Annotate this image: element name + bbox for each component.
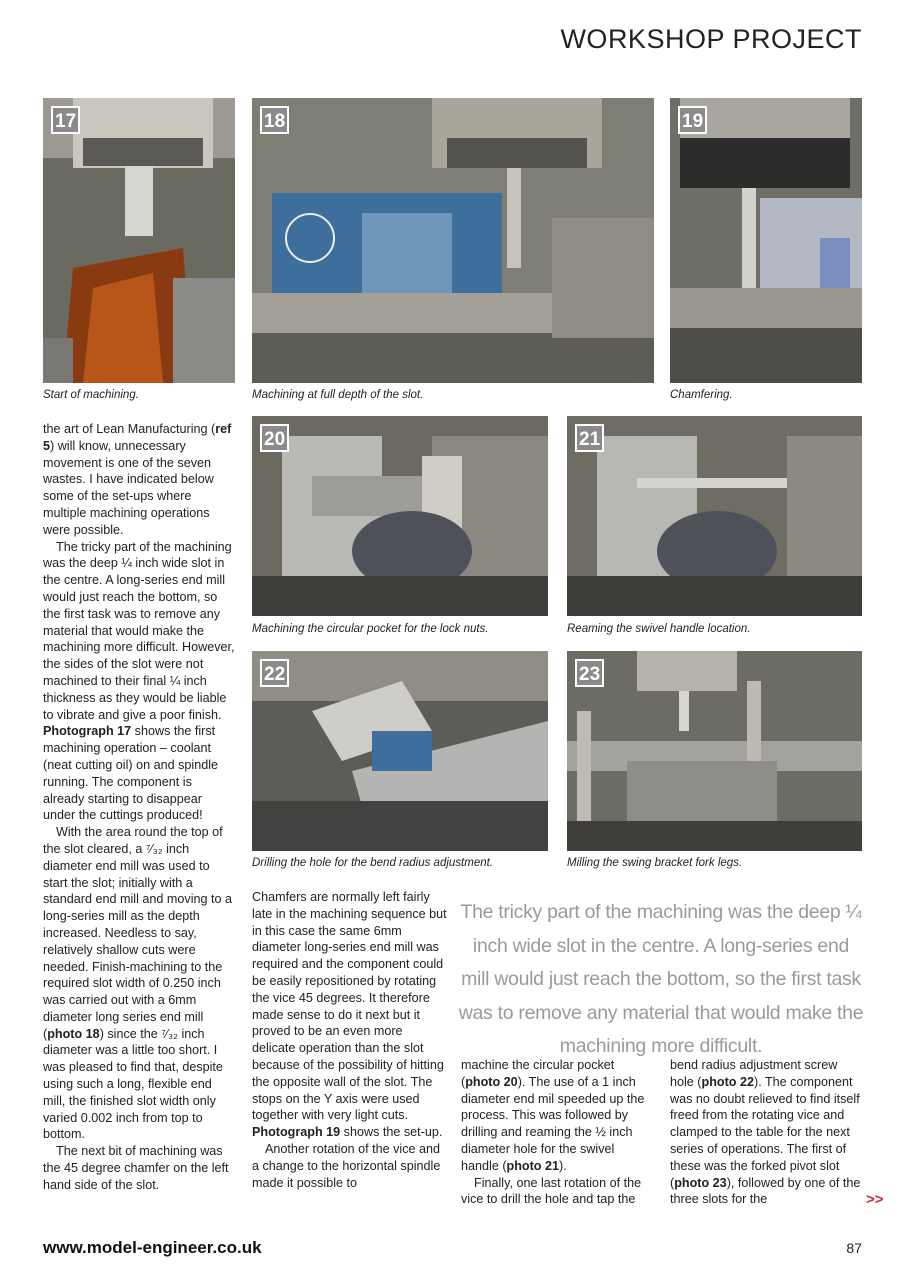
photo-17 — [43, 98, 235, 383]
photo-caption: Machining at full depth of the slot. — [252, 389, 424, 401]
photo-caption: Milling the swing bracket fork legs. — [567, 857, 743, 869]
section-title: WORKSHOP PROJECT — [560, 24, 862, 54]
photo-caption: Start of machining. — [43, 389, 139, 401]
photo-22 — [252, 651, 548, 851]
body-column-1 — [43, 421, 236, 1194]
paragraph: the art of Lean Manufacturing (ref 5) will know, unnecessary movement is one of the seven wastes. I have indicated below some of the set-ups where multiple machining operations were possible. — [43, 422, 232, 537]
photo-caption: Drilling the hole for the bend radius adjustment. — [252, 857, 494, 869]
continue-arrow: >> — [866, 1191, 884, 1208]
photo-number-badge: 23 — [575, 659, 604, 687]
photo-caption: Machining the circular pocket for the lock nuts. — [252, 623, 489, 635]
photo-number-badge: 19 — [678, 106, 707, 134]
page-number: 87 — [846, 1240, 862, 1256]
photo-18 — [252, 98, 654, 383]
body-column-3 — [461, 1057, 654, 1208]
pull-quote: The tricky part of the machining was the deep ¼ inch wide slot in the centre. A long-series end mill would just reach the bottom, so the first task was to remove any material that would make the machining more difficult. — [458, 901, 864, 1057]
paragraph: Chamfers are normally left fairly late in the machining sequence but in this case the same 6mm diameter long-series end mill was required and the component could be easily repositioned by rotating the vice 45 degrees. It therefore made sense to do it next but it proved to be an even more delicate operation than the slot because of the possibility of hitting the opposite wall of the slot. The stops on the Y axis were used together with very light cuts. Photograph 19 shows the set-up. — [252, 890, 447, 1140]
paragraph: The tricky part of the machining was the deep ¼ inch wide slot in the centre. A long-series end mill would just reach the bottom, so the first task was to remove any material that would make the machining more difficult. However, the sides of the slot were not machined to their final ¼ inch thickness as they would be liable to vibrate and give a poor finish. Photograph 17 shows the first machining operation – coolant (neat cutting oil) on and spindle running. The component is already starting to disappear under the cuttings produced! — [43, 539, 235, 823]
photo-number-badge: 21 — [575, 424, 604, 452]
photo-number-badge: 18 — [260, 106, 289, 134]
paragraph: The next bit of machining was the 45 degree chamfer on the left hand side of the slot. — [43, 1144, 229, 1192]
website-link[interactable]: www.model-engineer.co.uk — [43, 1238, 262, 1257]
photo-20 — [252, 416, 548, 616]
body-column-2 — [252, 889, 447, 1191]
photo-number-badge: 20 — [260, 424, 289, 452]
body-column-4 — [670, 1057, 863, 1208]
photo-caption: Chamfering. — [670, 389, 733, 401]
photo-23 — [567, 651, 862, 851]
paragraph: Another rotation of the vice and a change to the horizontal spindle made it possible to — [252, 1141, 441, 1190]
photo-21 — [567, 416, 862, 616]
paragraph: Finally, one last rotation of the vice to drill the hole and tap the — [461, 1175, 642, 1207]
paragraph: With the area round the top of the slot cleared, a ⁷⁄₃₂ inch diameter end mill was used to start the slot; initially with a standard end mill and moving to a long-series mill as the depth increased. Needless to say, relatively shallow cuts were needed. Finish-machining to the required slot width of 0.250 inch was carried out with a 6mm diameter long series end mill (photo 18) since the ⁷⁄₃₂ inch diameter was a little too short. I was pleased to find that, despite using such a long, flexible end mill, the finished slot width only varied 0.002 inch from top to bottom. — [43, 825, 233, 1142]
paragraph: bend radius adjustment screw hole (photo 22). The component was no doubt relieved to find itself freed from the rotating vice and clamped to the table for the next series of operations. The first of these was the forked pivot slot (photo 23), followed by one of the three slots for the — [670, 1058, 861, 1207]
photo-19 — [670, 98, 862, 383]
photo-number-badge: 22 — [260, 659, 289, 687]
photo-number-badge: 17 — [51, 106, 80, 134]
paragraph: machine the circular pocket (photo 20). The use of a 1 inch diameter end mil speeded up the process. This was followed by drilling and reaming the ½ inch diameter hole for the swivel handle (photo 21). — [461, 1058, 645, 1173]
photo-caption: Reaming the swivel handle location. — [567, 623, 751, 635]
